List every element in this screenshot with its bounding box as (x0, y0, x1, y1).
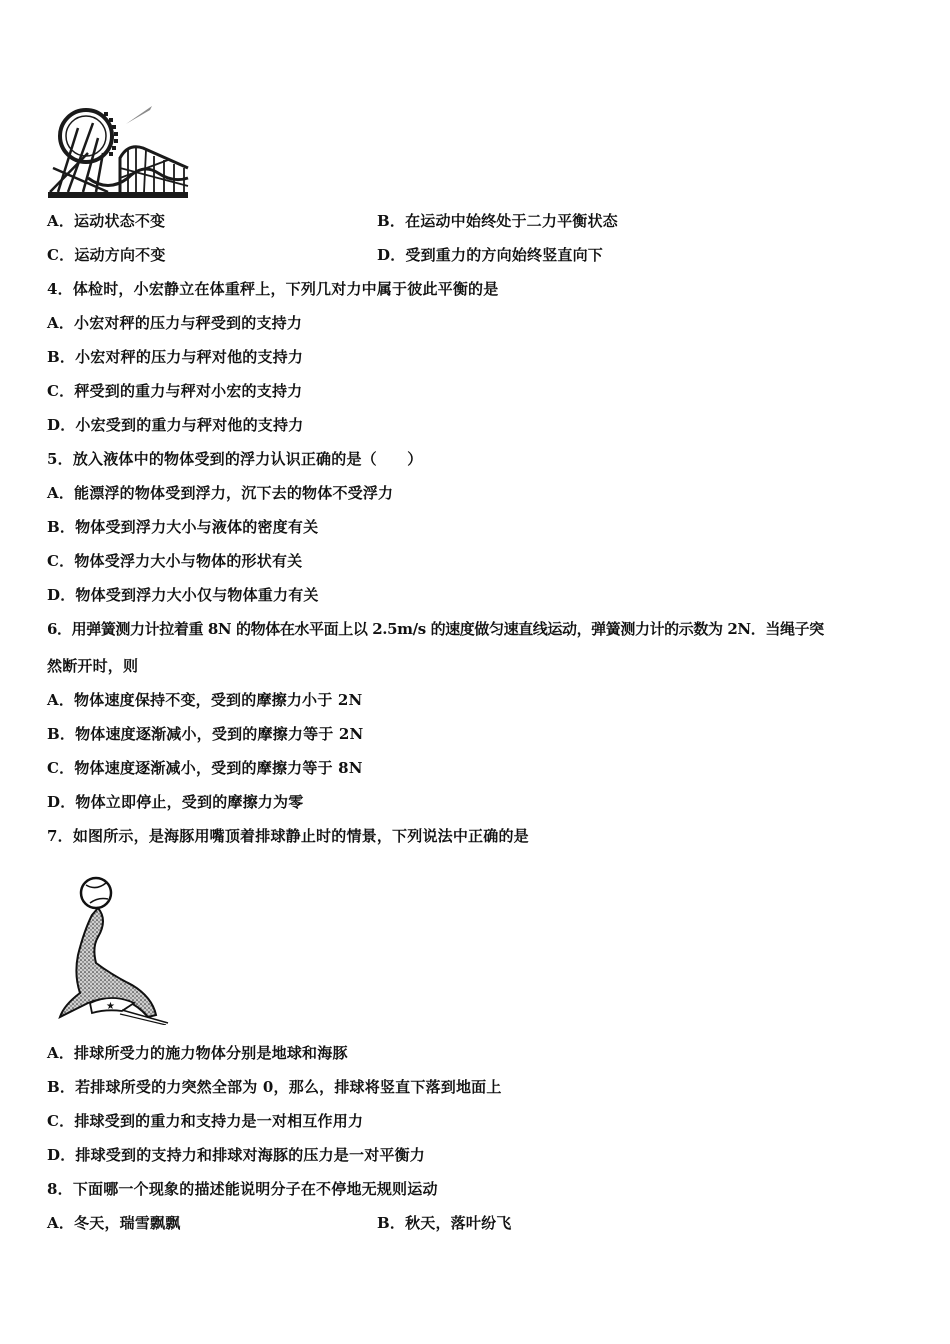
q6-option-d: D．物体立即停止，受到的摩擦力为零 (47, 793, 304, 811)
q5-option-b: B．物体受到浮力大小与液体的密度有关 (47, 518, 319, 536)
q6-option-b: B．物体速度逐渐减小，受到的摩擦力等于 2N (47, 725, 364, 743)
q6-stem-line2: 然断开时，则 (47, 657, 139, 675)
q4-option-d: D．小宏受到的重力与秤对他的支持力 (47, 416, 304, 434)
q7-option-a: A．排球所受力的施力物体分别是地球和海豚 (47, 1044, 348, 1062)
q7-option-b: B．若排球所受的力突然全部为 0，那么，排球将竖直下落到地面上 (47, 1078, 502, 1096)
svg-text:★: ★ (106, 1001, 115, 1012)
roller-coaster-figure (48, 98, 190, 198)
roller-coaster-image (48, 98, 190, 198)
q7-option-d: D．排球受到的支持力和排球对海豚的压力是一对平衡力 (47, 1146, 426, 1164)
q3-option-b: B．在运动中始终处于二力平衡状态 (377, 212, 618, 230)
q8-option-a: A．冬天，瑞雪飘飘 (47, 1214, 181, 1232)
q7-option-c: C．排球受到的重力和支持力是一对相互作用力 (47, 1112, 364, 1130)
q5-stem: 5．放入液体中的物体受到的浮力认识正确的是（ ） (47, 450, 423, 468)
q4-option-a: A．小宏对秤的压力与秤受到的支持力 (47, 314, 303, 332)
q4-stem: 4．体检时，小宏静立在体重秤上，下列几对力中属于彼此平衡的是 (47, 280, 499, 298)
seal-figure (52, 875, 172, 1025)
q4-option-c: C．秤受到的重力与秤对小宏的支持力 (47, 382, 303, 400)
q3-option-d: D．受到重力的方向始终竖直向下 (377, 246, 604, 264)
q3-option-a: A．运动状态不变 (47, 212, 166, 230)
q5-option-d: D．物体受到浮力大小仅与物体重力有关 (47, 586, 319, 604)
q5-option-a: A．能漂浮的物体受到浮力，沉下去的物体不受浮力 (47, 484, 394, 502)
q6-stem-line1: 6．用弹簧测力计拉着重 8N 的物体在水平面上以 2.5m/s 的速度做匀速直线运动，弹簧测力计的示数为 2N．当绳子突 (47, 620, 824, 638)
q7-stem: 7．如图所示，是海豚用嘴顶着排球静止时的情景，下列说法中正确的是 (47, 827, 529, 845)
q8-option-b: B．秋天，落叶纷飞 (377, 1214, 512, 1232)
q3-option-c: C．运动方向不变 (47, 246, 166, 264)
q4-option-b: B．小宏对秤的压力与秤对他的支持力 (47, 348, 304, 366)
q6-option-a: A．物体速度保持不变，受到的摩擦力小于 2N (47, 691, 363, 709)
seal-balancing-ball-image (52, 875, 172, 1025)
q8-stem: 8．下面哪一个现象的描述能说明分子在不停地无规则运动 (47, 1180, 438, 1198)
q5-option-c: C．物体受浮力大小与物体的形状有关 (47, 552, 303, 570)
q6-option-c: C．物体速度逐渐减小，受到的摩擦力等于 8N (47, 759, 363, 777)
